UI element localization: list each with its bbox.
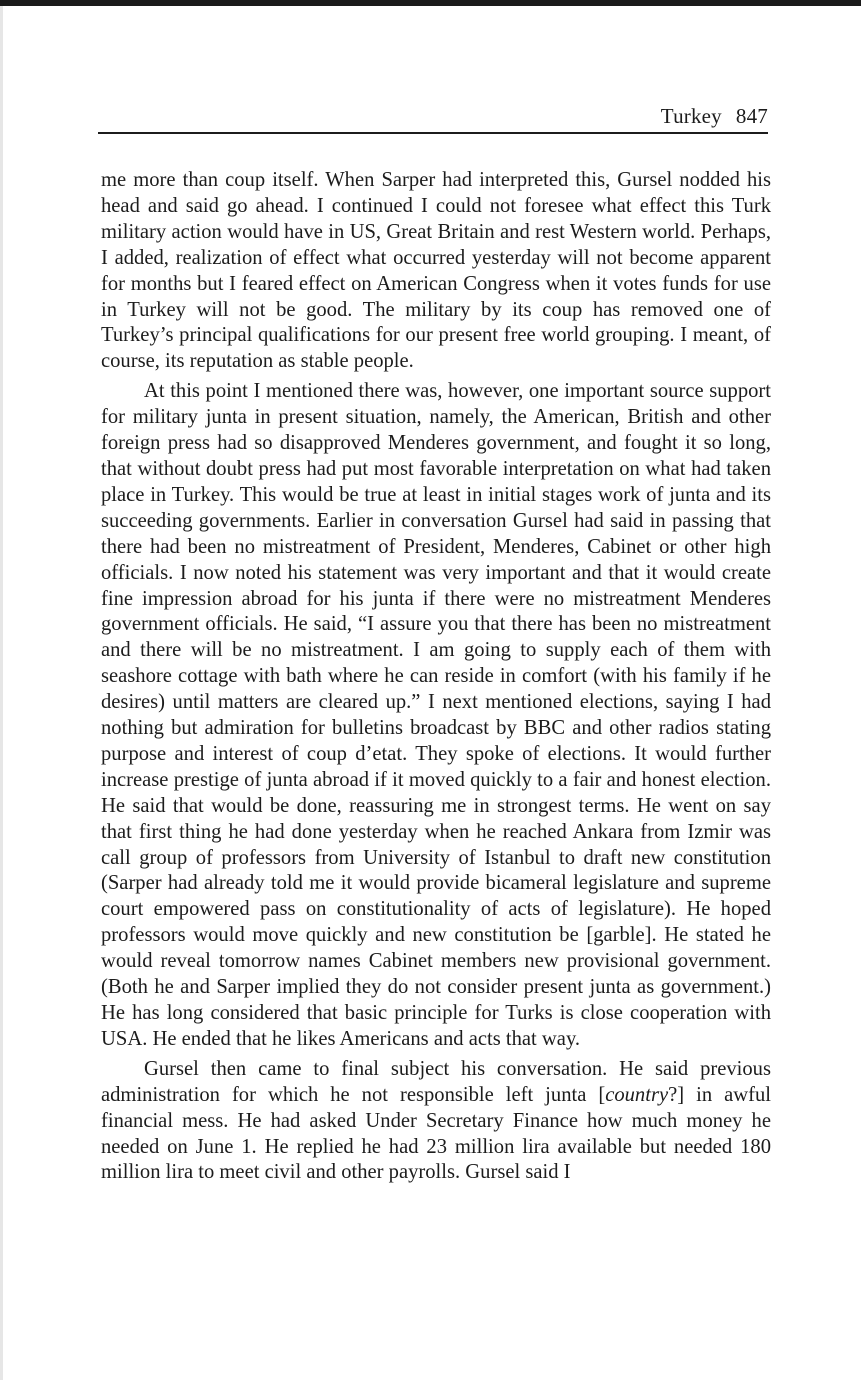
paragraph-3-text-before: Gursel then came to final subject his conversation. He said previous administration for which he not responsible left junta [ [101,1057,771,1106]
paragraph-3-text-rest: ?] in awful financial mess. He had asked Under Secretary Finance how much money he needed on June 1. He replied he had 23 million lira available but needed 180 million lira to meet civil and other payrolls. Gursel said I [101,1083,771,1184]
running-title: Turkey [660,104,722,128]
paragraph-2: At this point I mentioned there was, however, one important source support for military junta in present situation, namely, the American, British and other foreign press had so disapproved Menderes government, and fought it so long, that without doubt press had put most favorable interpretation on what had taken place in Turkey. This would be true at least in initial stages work of junta and its succeeding governments. Earlier in conversation Gursel had said in passing that there had been no mistreatment of President, Menderes, Cabinet or other high officials. I now noted his statement was very important and that it would create fine impression abroad for his junta if there were no mistreatment Menderes government officials. He said, “I assure you that there has been no mistreatment and there will be no mistreatment. I am going to supply each of them with seashore cottage with bath where he can reside in comfort (with his family if he desires) until matters are cleared up.” I next mentioned elections, saying I had nothing but admiration for bulletins broadcast by BBC and other radios stating purpose and interest of coup d’etat. They spoke of elections. It would further increase prestige of junta abroad if it moved quickly to a fair and honest election. He said that would be done, reassuring me in strongest terms. He went on say that first thing he had done yesterday when he reached Ankara from Izmir was call group of professors from University of Istanbul to draft new constitution (Sarper had already told me it would provide bicameral legislature and supreme court empowered pass on constitutionality of acts of legislature). He hoped professors would move quickly and new constitution be [garble]. He stated he would reveal tomorrow names Cabinet members new provisional government. (Both he and Sarper implied they do not consider present junta as government.) He has long considered that basic principle for Turks is close cooperation with USA. He ended that he likes Americans and acts that way. [101,380,771,1050]
scan-edge-left [0,6,3,1380]
paragraph-1: me more than coup itself. When Sarper had interpreted this, Gursel nodded his head and said go ahead. I continued I could not foresee what effect this Turk military action would have in US, Great Britain and rest Western world. Perhaps, I added, realization of effect what occurred yesterday will not become apparent for months but I feared effect on American Congress when it votes funds for use in Turkey will not be good. The military by its coup has removed one of Turkey’s principal qualifications for our present free world grouping. I meant, of course, its reputation as stable people. [101,169,771,373]
header-rule [98,132,768,134]
running-head [98,102,768,130]
scan-edge-top [0,0,861,6]
page-number: 847 [735,104,768,128]
body-text [101,168,771,1186]
paragraph-3 [101,1057,771,1187]
paragraph-3-italic-insertion: country [605,1083,669,1106]
